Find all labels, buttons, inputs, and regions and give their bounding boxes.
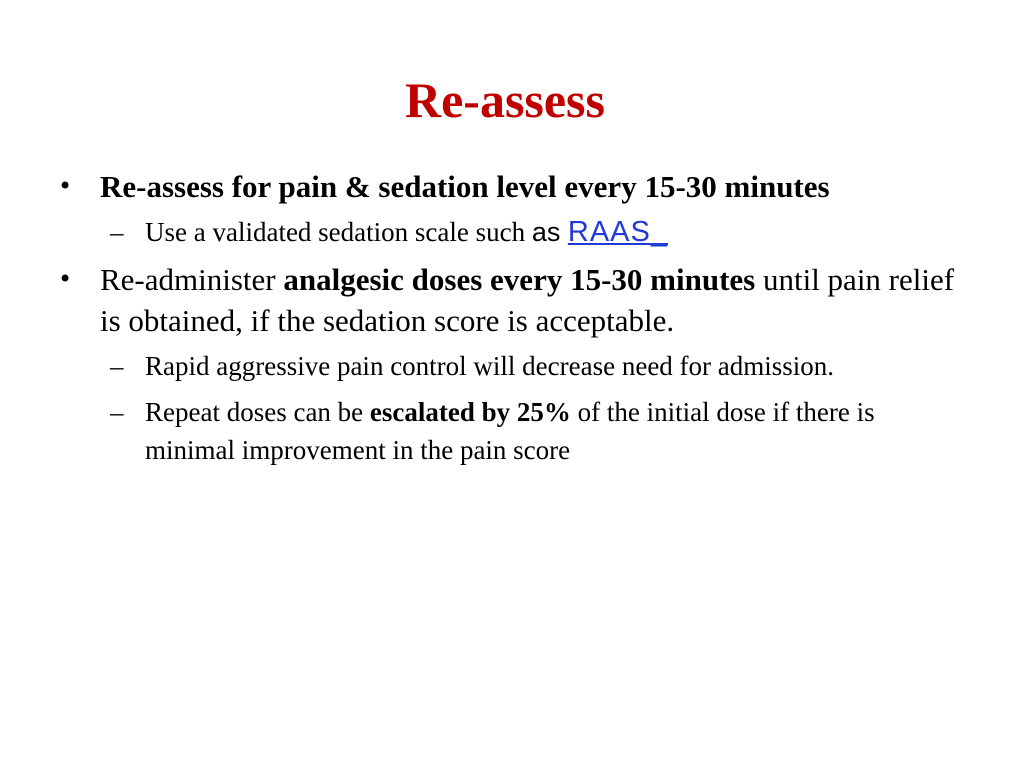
bullet-icon: • bbox=[58, 172, 73, 200]
bullet-icon: • bbox=[58, 265, 73, 293]
sub-bullet-item-1-1 bbox=[58, 213, 958, 251]
bullet-2-text-post: until pain relief is obtained, if the sedation score is acceptable. bbox=[100, 262, 955, 338]
dash-icon: – bbox=[110, 217, 124, 247]
bullet-item-2 bbox=[58, 259, 958, 341]
sub-bullet-item-2-2 bbox=[58, 393, 958, 469]
bullet-item-1 bbox=[58, 166, 958, 207]
raas-link[interactable]: RAAS_ bbox=[567, 216, 668, 248]
slide-body bbox=[58, 166, 958, 477]
sub-bullet-item-2-1 bbox=[58, 347, 958, 385]
bullet-2-text-pre: Re-administer bbox=[100, 262, 284, 297]
bullet-1-bold-text: Re-assess for pain & sedation level every 15-30 minutes bbox=[100, 169, 830, 204]
sub-bullet-2-1-text: Rapid aggressive pain control will decrease need for admission. bbox=[145, 351, 835, 381]
sub-bullet-2-2-text-pre: Repeat doses can be bbox=[145, 397, 370, 427]
slide-title: Re-assess bbox=[405, 72, 605, 128]
dash-icon: – bbox=[110, 351, 124, 381]
sub-bullet-1-1-text: Use a validated sedation scale such bbox=[145, 217, 532, 247]
sub-bullet-2-2-text-post: of the initial dose if there is minimal improvement in the pain score bbox=[145, 397, 875, 465]
sub-bullet-1-1-text-sans: as bbox=[531, 217, 568, 247]
bullet-2-bold-text: analgesic doses every 15-30 minutes bbox=[283, 262, 756, 297]
sub-bullet-2-2-bold-text: escalated by 25% bbox=[369, 397, 571, 427]
dash-icon: – bbox=[110, 397, 124, 427]
